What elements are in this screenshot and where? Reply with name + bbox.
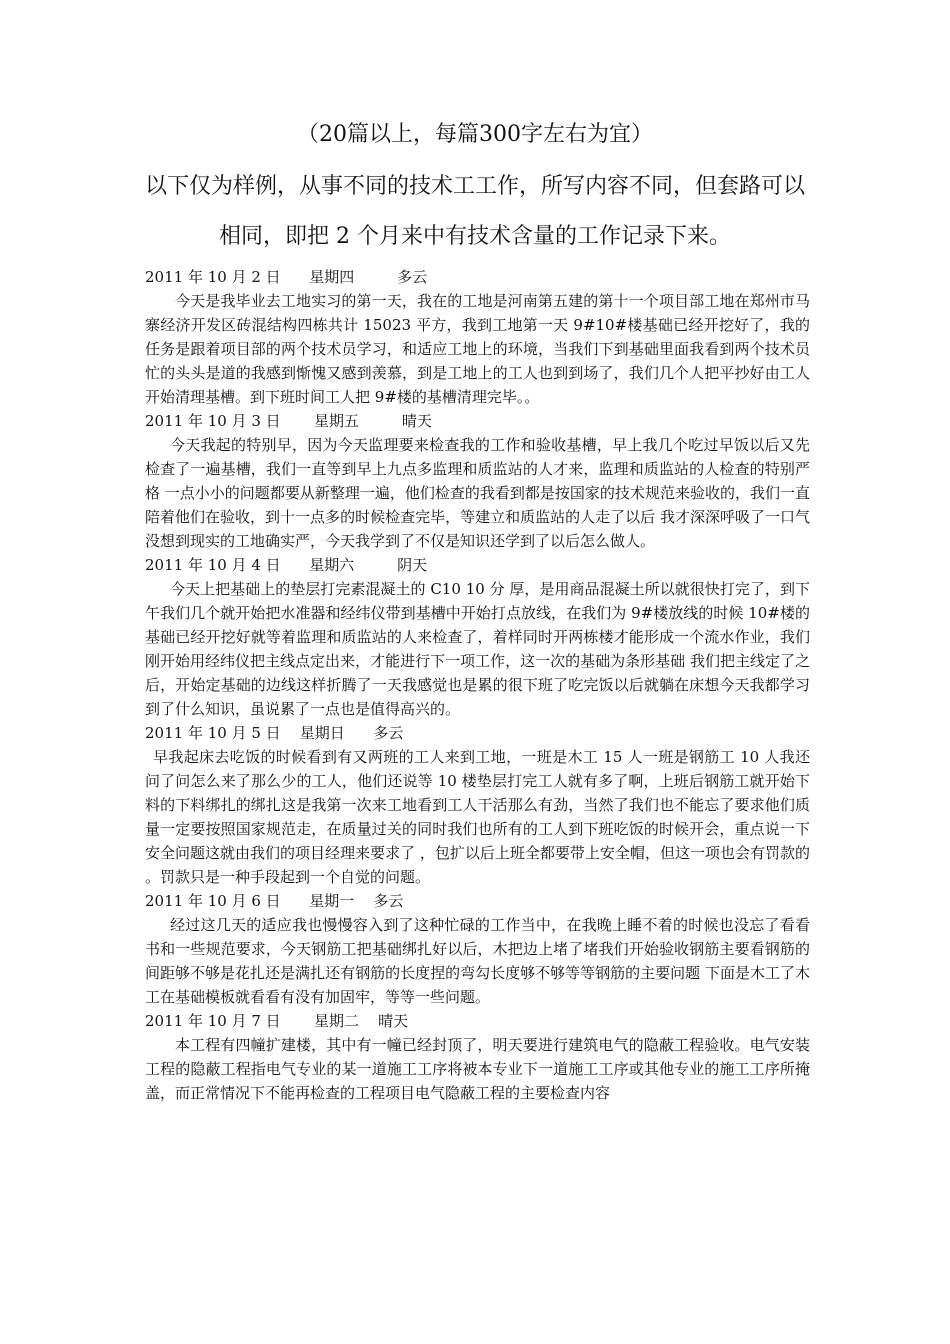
entry-text: 今天我起的特别早，因为今天监理要来检查我的工作和验收基槽，早上我几个吃过早饭以后又先检查了一遍基槽，我们一直等到早上九点多监理和质监站的人才来，监理和质监站的人检查的特别严格 一点小小的问题都要从新整理一遍，他们检查的我看到都是按国家的技术规范来验收的，我们一直陪着他们在验收，到十一点多的时候检查完毕，等建立和质监站的人走了以后 我才深深呼吸了一口气没想到现实的工地确实严，今天我学到了不仅是知识还学到了以后怎么做人。 [145,436,810,550]
entry-date: 2011 年 10 月 7 日 星期二 晴天 [145,1012,409,1030]
entry-text: 今天是我毕业去工地实习的第一天，我在的工地是河南第五建的第十一个项目部工地在郑州市马寨经济开发区砖混结构四栋共计 15023 平方，我到工地第一天 9#10#楼基础已经开挖好了，我的任务是跟着项目部的两个技术员学习，和适应工地上的环境，当我们下到基础里面我看到两个技术员忙的头头是道的我感到惭愧又感到羡慕，到是工地上的工人也到到场了，我们几个人把平抄好由工人开始清理基槽。到下班时间工人把 9#楼的基槽清理完毕。。 [145,292,810,406]
entry-text: 早我起床去吃饭的时候看到有又两班的工人来到工地，一班是木工 15 人一班是钢筋工 10 人我还问了问怎么来了那么少的工人，他们还说等 10 楼垫层打完工人就有多了啊，上班后钢筋工就开始下料的下料绑扎的绑扎这是我第一次来工地看到工人干活那么有劲，当然了我们也不能忘了要求他们质量一定要按照国家规范走，在质量过关的同时我们也所有的工人到下班吃饭的时候开会，重点说一下安全问题这就由我们的项目经理来要求了 ，包扩以后上班全都要带上安全帽，但这一项也会有罚款的 。罚款只是一种手段起到一个自觉的问题。 [145,748,810,886]
diary-body [145,265,810,1105]
diary-entry [145,721,810,889]
entry-text: 经过这几天的适应我也慢慢容入到了这种忙碌的工作当中，在我晚上睡不着的时候也没忘了看看书和一些规范要求，今天钢筋工把基础绑扎好以后，木把边上堵了堵我们开始验收钢筋主要看钢筋的间距够不够是花扎还是满扎还有钢筋的长度捏的弯勾长度够不够等等钢筋的主要问题 下面是木工了木工在基础模板就看看有没有加固牢，等等一些问题。 [145,916,810,1006]
entry-text: 本工程有四幢扩建楼，其中有一幢已经封顶了，明天要进行建筑电气的隐蔽工程验收。电气安装工程的隐蔽工程指电气专业的某一道施工工序将被本专业下一道施工工序或其他专业的施工工序所掩盖，而正常情况下不能再检查的工程项目电气隐蔽工程的主要检查内容 [145,1036,810,1102]
diary-entry [145,1009,810,1105]
entry-text: 今天上把基础上的垫层打完素混凝土的 C10 10 分 厚，是用商品混凝土所以就很快打完了，到下午我们几个就开始把水准器和经纬仪带到基槽中开始打点放线，在我们为 9#楼放线的时候 10#楼的基础已经开挖好就等着监理和质监站的人来检查了，着样同时开两栋楼才能形成一个流水作业，我们刚开始用经纬仪把主线点定出来，才能进行下一项工作，这一次的基础为条形基础 我们把主线定了之后，开始定基础的边线这样折腾了一天我感觉也是累的很下班了吃完饭以后就躺在床想今天我都学习到了什么知识，虽说累了一点也是值得高兴的。 [145,580,810,718]
diary-entry [145,409,810,553]
entry-date: 2011 年 10 月 5 日 星期日 多云 [145,724,404,742]
entry-date: 2011 年 10 月 3 日 星期五 晴天 [145,412,432,430]
diary-entry [145,889,810,1009]
entry-date: 2011 年 10 月 6 日 星期一 多云 [145,892,404,910]
entry-date: 2011 年 10 月 2 日 星期四 多云 [145,268,428,286]
heading-instruction-line2: 相同，即把 2 个月来中有技术含量的工作记录下来。 [219,224,731,249]
diary-entry [145,553,810,721]
heading-instruction-line1: 以下仅为样例，从事不同的技术工工作，所写内容不同，但套路可以 [144,174,805,199]
diary-entry [145,265,810,409]
heading-requirement: （20篇以上，每篇300字左右为宜） [297,122,653,147]
entry-date: 2011 年 10 月 4 日 星期六 阴天 [145,556,428,574]
